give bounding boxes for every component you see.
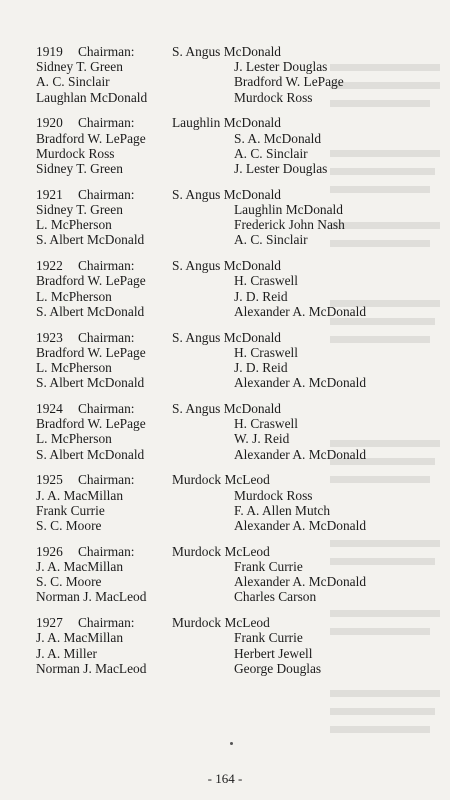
- member-left: L. McPherson: [36, 217, 112, 233]
- block-header: [36, 615, 426, 630]
- member-row: [36, 59, 426, 74]
- member-row: [36, 559, 426, 574]
- year-block: [36, 472, 426, 543]
- member-row: [36, 630, 426, 645]
- member-row: [36, 90, 426, 105]
- member-row: [36, 273, 426, 288]
- year-block: [36, 401, 426, 472]
- member-row: [36, 131, 426, 146]
- member-row: [36, 232, 426, 247]
- member-row: [36, 202, 426, 217]
- member-right: George Douglas: [234, 660, 322, 676]
- member-left: L. McPherson: [36, 288, 112, 304]
- member-row: [36, 503, 426, 518]
- member-left: J. A. MacMillan: [36, 487, 124, 503]
- chairman-label: Chairman:: [78, 258, 135, 274]
- member-right: J. D. Reid: [234, 288, 288, 304]
- member-right: Bradford W. LePage: [234, 74, 344, 90]
- member-right: H. Craswell: [234, 344, 298, 360]
- member-right: J. Lester Douglas: [234, 59, 328, 75]
- member-right: Alexander A. McDonald: [234, 375, 367, 391]
- chairman-label: Chairman:: [78, 543, 135, 559]
- chairman-name: Murdock McLeod: [172, 543, 270, 559]
- member-left: Norman J. MacLeod: [36, 660, 147, 676]
- member-right: W. J. Reid: [234, 431, 290, 447]
- member-right: Charles Carson: [234, 589, 317, 605]
- year: 1924: [36, 400, 63, 416]
- member-right: Frank Currie: [234, 558, 303, 574]
- member-right: Murdock Ross: [234, 89, 313, 105]
- block-header: [36, 472, 426, 487]
- year-block: [36, 44, 426, 115]
- member-left: Bradford W. LePage: [36, 344, 146, 360]
- member-right: Alexander A. McDonald: [234, 446, 367, 462]
- block-header: [36, 258, 426, 273]
- member-right: Alexander A. McDonald: [234, 517, 367, 533]
- member-right: H. Craswell: [234, 273, 298, 289]
- chairman-name: Laughlin McDonald: [172, 115, 281, 131]
- member-row: [36, 74, 426, 89]
- member-left: Frank Currie: [36, 502, 105, 518]
- member-right: A. C. Sinclair: [234, 145, 308, 161]
- member-left: J. A. Miller: [36, 645, 98, 661]
- member-left: L. McPherson: [36, 431, 112, 447]
- member-left: J. A. MacMillan: [36, 558, 124, 574]
- year-block: [36, 615, 426, 686]
- year-block: [36, 258, 426, 329]
- chairman-name: S. Angus McDonald: [172, 44, 281, 59]
- member-right: A. C. Sinclair: [234, 232, 308, 248]
- block-header: [36, 401, 426, 416]
- chairman-name: Murdock McLeod: [172, 615, 270, 631]
- member-left: S. Albert McDonald: [36, 232, 145, 248]
- member-left: J. A. MacMillan: [36, 630, 124, 646]
- chairman-name: S. Angus McDonald: [172, 258, 281, 274]
- member-row: [36, 217, 426, 232]
- chairman-label: Chairman:: [78, 615, 135, 631]
- member-row: [36, 304, 426, 319]
- member-right: Frank Currie: [234, 630, 303, 646]
- ink-speck: [230, 742, 233, 745]
- member-right: F. A. Allen Mutch: [234, 502, 331, 518]
- member-row: [36, 375, 426, 390]
- year: 1921: [36, 186, 63, 202]
- member-left: S. Albert McDonald: [36, 375, 145, 391]
- member-row: [36, 574, 426, 589]
- chairman-label: Chairman:: [78, 472, 135, 488]
- member-left: L. McPherson: [36, 359, 112, 375]
- chairman-label: Chairman:: [78, 186, 135, 202]
- member-left: Sidney T. Green: [36, 161, 123, 176]
- block-header: [36, 187, 426, 202]
- member-row: [36, 345, 426, 360]
- member-left: S. C. Moore: [36, 517, 102, 533]
- chairman-name: S. Angus McDonald: [172, 329, 281, 345]
- chairman-label: Chairman:: [78, 400, 135, 416]
- member-right: Frederick John Nash: [234, 217, 345, 233]
- year-block: [36, 544, 426, 615]
- member-left: Laughlan McDonald: [36, 89, 148, 105]
- member-row: [36, 431, 426, 446]
- member-left: Sidney T. Green: [36, 201, 123, 217]
- member-left: Norman J. MacLeod: [36, 589, 147, 605]
- member-right: H. Craswell: [234, 416, 298, 432]
- member-row: [36, 360, 426, 375]
- year: 1926: [36, 543, 63, 559]
- chairman-label: Chairman:: [78, 329, 135, 345]
- member-right: Herbert Jewell: [234, 645, 313, 661]
- year: 1923: [36, 329, 63, 345]
- member-left: A. C. Sinclair: [36, 74, 110, 90]
- chairman-label: Chairman:: [78, 44, 135, 59]
- member-left: Bradford W. LePage: [36, 273, 146, 289]
- block-header: [36, 544, 426, 559]
- year: 1925: [36, 472, 63, 488]
- year: 1927: [36, 615, 63, 631]
- member-left: Sidney T. Green: [36, 59, 123, 75]
- member-right: S. A. McDonald: [234, 130, 322, 146]
- member-row: [36, 661, 426, 676]
- year: 1922: [36, 258, 63, 274]
- member-left: Murdock Ross: [36, 145, 115, 161]
- chairman-name: S. Angus McDonald: [172, 186, 281, 202]
- block-header: [36, 115, 426, 130]
- member-row: [36, 161, 426, 176]
- member-row: [36, 488, 426, 503]
- member-left: S. Albert McDonald: [36, 446, 145, 462]
- member-row: [36, 589, 426, 604]
- member-row: [36, 518, 426, 533]
- member-left: S. C. Moore: [36, 574, 102, 590]
- member-row: [36, 646, 426, 661]
- member-right: Laughlin McDonald: [234, 201, 343, 217]
- member-right: J. Lester Douglas: [234, 161, 328, 176]
- chairman-label: Chairman:: [78, 115, 135, 131]
- member-left: Bradford W. LePage: [36, 130, 146, 146]
- block-header: [36, 330, 426, 345]
- page-number: - 164 -: [207, 771, 243, 786]
- member-right: Alexander A. McDonald: [234, 303, 367, 319]
- member-right: Alexander A. McDonald: [234, 574, 367, 590]
- member-row: [36, 146, 426, 161]
- member-row: [36, 416, 426, 431]
- year: 1920: [36, 115, 63, 131]
- block-header: [36, 44, 426, 59]
- year-block: [36, 187, 426, 258]
- member-right: J. D. Reid: [234, 359, 288, 375]
- member-left: S. Albert McDonald: [36, 303, 145, 319]
- member-row: [36, 289, 426, 304]
- chairman-list: [36, 44, 426, 687]
- member-right: Murdock Ross: [234, 487, 313, 503]
- chairman-name: Murdock McLeod: [172, 472, 270, 488]
- member-row: [36, 447, 426, 462]
- member-left: Bradford W. LePage: [36, 416, 146, 432]
- year-block: [36, 330, 426, 401]
- year: 1919: [36, 44, 63, 59]
- year-block: [36, 115, 426, 186]
- chairman-name: S. Angus McDonald: [172, 400, 281, 416]
